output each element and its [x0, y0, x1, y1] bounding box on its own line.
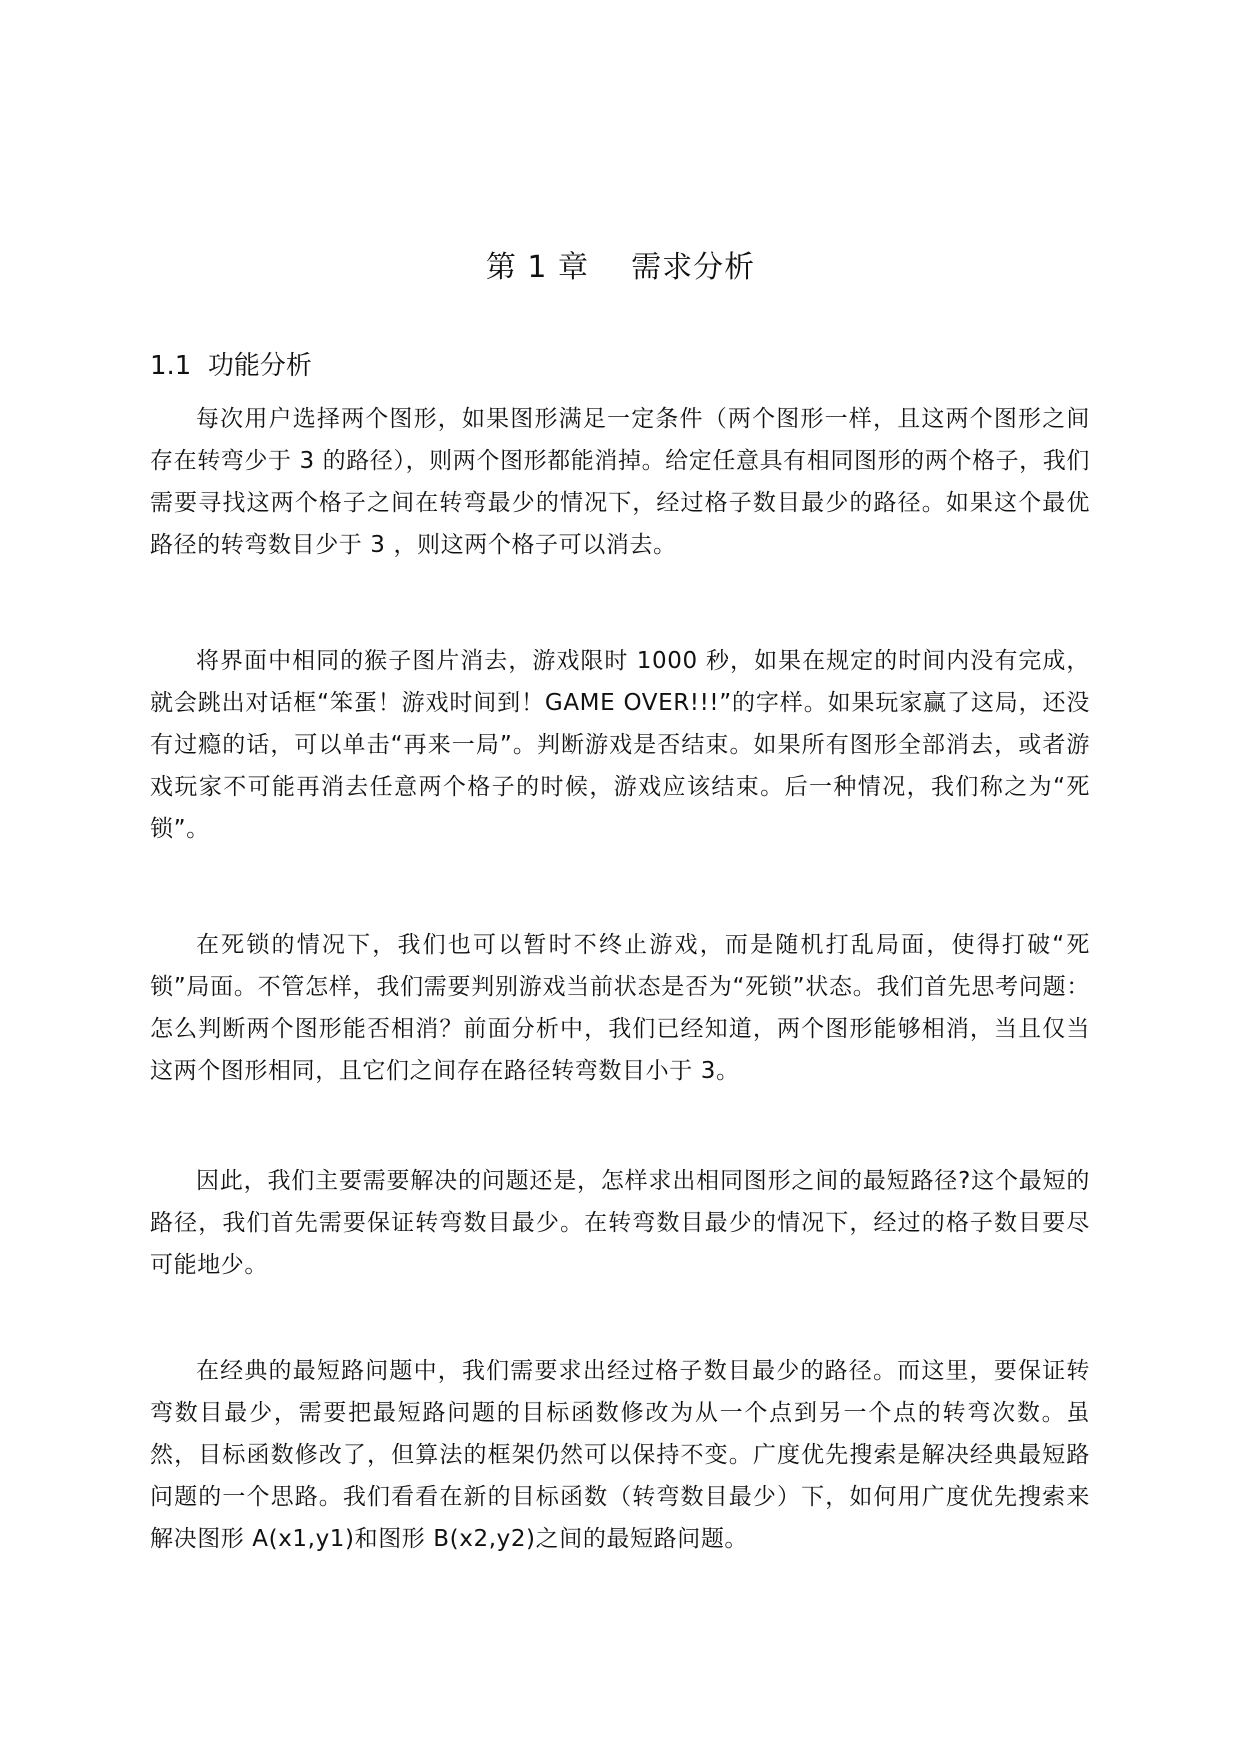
- paragraph: 每次用户选择两个图形，如果图形满足一定条件（两个图形一样，且这两个图形之间存在转弯少于 3 的路径），则两个图形都能消掉。给定任意具有相同图形的两个格子，我们需要寻找这两个格子之间在转弯最少的情况下，经过格子数目最少的路径。如果这个最优路径的转弯数目少于 3 ，则这两个格子可以消去。: [150, 406, 1090, 558]
- paragraph: 在经典的最短路问题中，我们需要求出经过格子数目最少的路径。而这里，要保证转弯数目最少，需要把最短路问题的目标函数修改为从一个点到另一个点的转弯次数。虽然，目标函数修改了，但算法的框架仍然可以保持不变。广度优先搜索是解决经典最短路问题的一个思路。我们看看在新的目标函数（转弯数目最少）下，如何用广度优先搜索来解决图形 A(x1,y1)和图形 B(x2,y2)之间的最短路问题。: [150, 1358, 1090, 1552]
- paragraph: 在死锁的情况下，我们也可以暂时不终止游戏，而是随机打乱局面，使得打破“死锁”局面。不管怎样，我们需要判别游戏当前状态是否为“死锁”状态。我们首先思考问题：怎么判断两个图形能否相消？前面分析中，我们已经知道，两个图形能够相消，当且仅当这两个图形相同，且它们之间存在路径转弯数目小于 3。: [150, 932, 1090, 1084]
- section-heading: 1.1 功能分析: [150, 351, 312, 381]
- chapter-title: 第 1 章 需求分析: [485, 250, 756, 285]
- paragraph: 将界面中相同的猴子图片消去，游戏限时 1000 秒，如果在规定的时间内没有完成，就会跳出对话框“笨蛋！游戏时间到！GAME OVER!!!”的字样。如果玩家赢了这局，还没有过瘾的话，可以单击“再来一局”。判断游戏是否结束。如果所有图形全部消去，或者游戏玩家不可能再消去任意两个格子的时候，游戏应该结束。后一种情况，我们称之为“死锁”。: [150, 648, 1090, 842]
- paragraph: 因此，我们主要需要解决的问题还是，怎样求出相同图形之间的最短路径?这个最短的路径，我们首先需要保证转弯数目最少。在转弯数目最少的情况下，经过的格子数目要尽可能地少。: [150, 1168, 1090, 1278]
